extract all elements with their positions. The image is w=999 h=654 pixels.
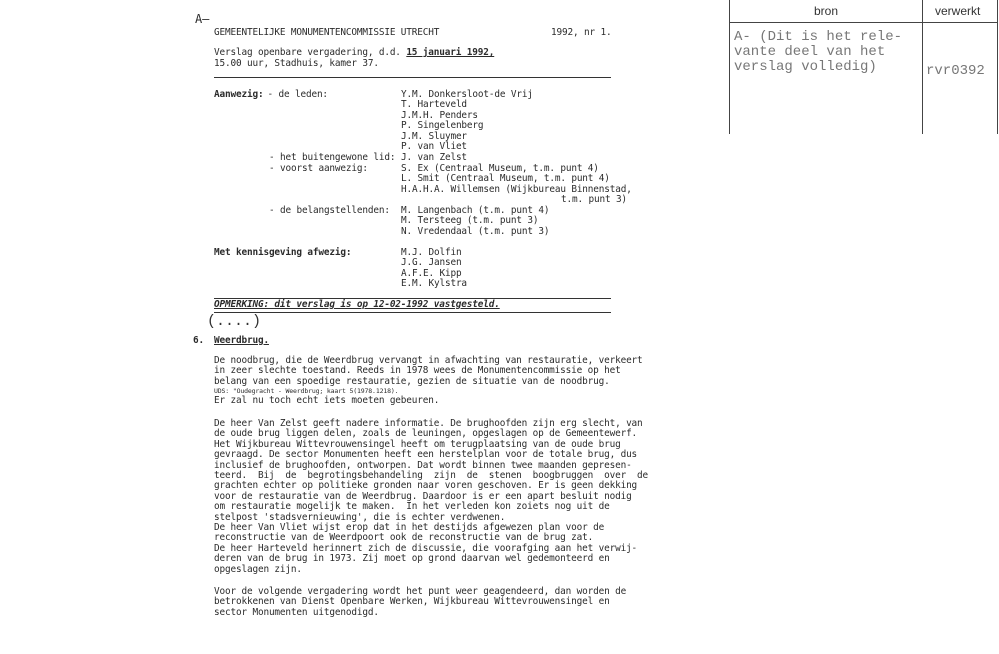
text-line: De heer Van Zelst geeft nadere informatie. De brughoofden zijn erg slecht, van — [214, 418, 643, 429]
list-item: Y.M. Donkersloot-de Vrij — [401, 89, 533, 100]
leden-list — [401, 90, 533, 152]
text-line: De noodbrug, die de Weerdbrug vervangt in afwachting van restauratie, verkeert — [214, 355, 643, 366]
list-item: J.M.H. Penders — [401, 109, 478, 121]
table-right-border — [997, 0, 998, 134]
leden-label: - de leden: — [262, 89, 328, 100]
section-title: Weerdbrug. — [214, 335, 269, 346]
text-line: stelpost 'stadsvernieuwing', die is echter verdwenen. — [214, 511, 506, 523]
list-item: M.J. Dolfin — [401, 247, 462, 258]
list-item: N. Vredendaal (t.m. punt 3) — [401, 225, 550, 237]
list-item: J.M. Sluymer — [401, 130, 467, 142]
list-item: t.m. punt 3) — [561, 194, 627, 206]
bron-note-line: vante deel van het — [734, 44, 886, 60]
text-line: belang van een spoedige restauratie, gezien de situatie van de noodbrug. — [214, 375, 610, 387]
afwezig-list — [401, 248, 467, 290]
text-line: de oude brug liggen delen, zoals de leuningen, opgeslagen op de Gemeentewerf. — [214, 428, 638, 440]
header-divider — [214, 77, 611, 78]
meeting-date: 15 januari 1992, — [406, 47, 495, 58]
section-number: 6. — [193, 335, 204, 346]
attendance-heading: Aanwezig: — [214, 89, 264, 100]
text-line: inclusief de brughoofden, ontworpen. Dat wordt binnen twee maanden gepresen- — [214, 459, 632, 471]
list-item: H.A.H.A. Willemsen (Wijkbureau Binnenstad, — [401, 183, 632, 195]
list-item: S. Ex (Centraal Museum, t.m. punt 4) — [401, 163, 599, 174]
list-item: J.G. Jansen — [401, 257, 462, 269]
paragraph-1 — [214, 356, 643, 407]
text-line: De heer Harteveld herinnert zich de discussie, die voorafging aan het verwij- — [214, 542, 638, 554]
belang-list — [401, 206, 549, 237]
table-column-divider — [922, 0, 923, 134]
text-line: Voor de volgende vergadering wordt het punt weer geagendeerd, dan worden de — [214, 586, 627, 597]
list-item: M. Tersteeg (t.m. punt 3) — [401, 215, 539, 227]
text-line: Er zal nu toch echt iets moeten gebeuren. — [214, 395, 440, 407]
column-header-verwerkt: verwerkt — [935, 4, 981, 18]
list-item: P. Singelenberg — [401, 120, 484, 132]
list-item: P. van Vliet — [401, 141, 467, 153]
organization-name: GEMEENTELIJKE MONUMENTENCOMMISSIE UTRECHT — [214, 27, 440, 38]
document-reference: 1992, nr 1. — [551, 27, 612, 38]
ellipsis-mark: (....) — [207, 313, 262, 330]
list-item: T. Harteveld — [401, 99, 467, 111]
list-item: M. Langenbach (t.m. punt 4) — [401, 205, 550, 216]
afwezig-label: Met kennisgeving afwezig: — [214, 247, 352, 258]
text-line: De heer Van Vliet wijst erop dat in het destijds afgewezen plan voor de — [214, 522, 605, 534]
text-line: opgeslagen zijn. — [214, 563, 302, 575]
bron-note-line: verslag volledig) — [734, 59, 877, 75]
text-line: teerd. Bij de begrotingsbehandeling zijn de stenen boogbruggen over de — [214, 470, 649, 482]
index-card-table — [729, 0, 998, 134]
text-line: gevraagd. De sector Monumenten heeft een herstelplan voor de totale brug, dus — [214, 449, 638, 461]
text-line: om restauratie mogelijk te maken. In het verleden kon zoiets nog uit de — [214, 501, 610, 513]
meeting-line-2: 15.00 uur, Stadhuis, kamer 37. — [214, 58, 379, 69]
corner-mark: A– — [195, 12, 210, 26]
text-line: betrokkenen van Dienst Openbare Werken, Wijkbureau Wittevrouwensingel en — [214, 596, 610, 608]
bron-note — [734, 30, 902, 75]
voorst-list — [401, 164, 632, 206]
text-line: voor de restauratie van de Weerdbrug. Daardoor is er een apart besluit nodig — [214, 490, 632, 502]
source-note: UDS: "Oudegracht - Weerdbrug; kaart 5(1978.1218). — [214, 387, 399, 396]
text-line: Het Wijkbureau Wittevrouwensingel heeft om terugplaatsing van de oude brug — [214, 438, 621, 450]
list-item: A.F.E. Kipp — [401, 267, 462, 279]
buitengewoon-label: - het buitengewone lid: — [269, 152, 396, 163]
meeting-line-1-text: Verslag openbare vergadering, d.d. — [214, 47, 407, 58]
belang-label: - de belangstellenden: — [269, 205, 390, 216]
list-item: E.M. Kylstra — [401, 278, 467, 290]
buitengewoon-member: J. van Zelst — [401, 152, 467, 163]
text-line: deren van de brug in 1973. Zij moet op grond daarvan wel gedemonteerd en — [214, 553, 610, 565]
table-header-divider — [730, 22, 998, 23]
column-header-bron: bron — [814, 4, 839, 18]
voorst-label: - voorst aanwezig: — [269, 163, 368, 174]
verwerkt-code: rvr0392 — [926, 63, 985, 79]
approval-note: OPMERKING: dit verslag is op 12-02-1992 vastgesteld. — [214, 299, 500, 310]
note-underline — [214, 312, 611, 313]
list-item: L. Smit (Centraal Museum, t.m. punt 4) — [401, 173, 610, 185]
text-line: in zeer slechte toestand. Reeds in 1978 wees de Monumentencommissie op het — [214, 365, 621, 377]
text-line: reconstructie van de Weerdpoort ook de reconstructie van de brug zat. — [214, 532, 594, 544]
meeting-line-1 — [214, 48, 494, 58]
paragraph-2 — [214, 419, 648, 575]
paragraph-3 — [214, 587, 626, 618]
text-line: sector Monumenten uitgenodigd. — [214, 606, 379, 618]
text-line: grachten echter op politieke gronden naar voren geschoven. Er is geen dekking — [214, 480, 638, 492]
bron-note-line: A- (Dit is het rele- — [734, 29, 903, 45]
